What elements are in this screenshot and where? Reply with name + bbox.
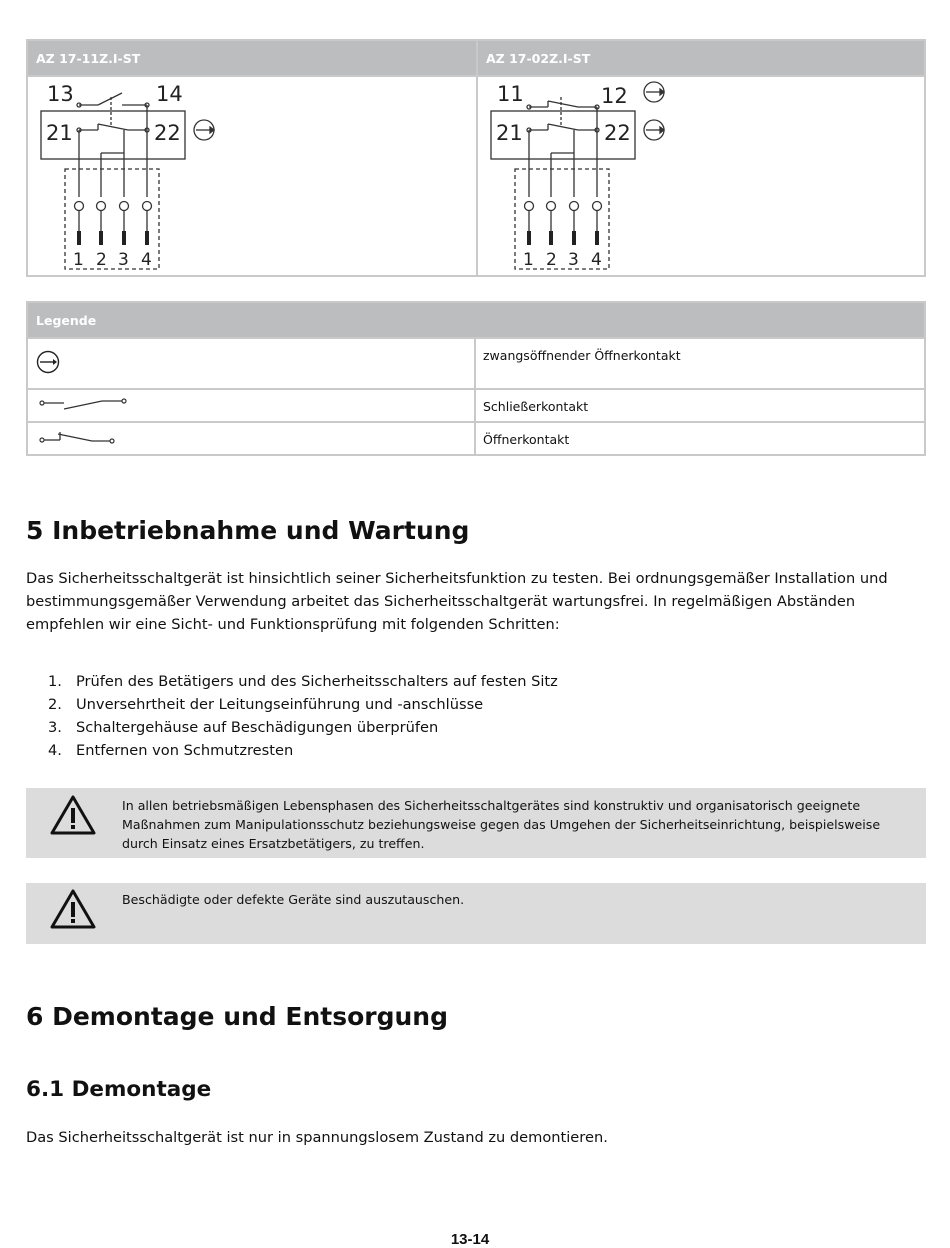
terminal-label: 14 (156, 82, 183, 106)
legend-symbol-cell (27, 422, 475, 455)
section-6-1-paragraph: Das Sicherheitsschaltgerät ist nur in spannungslosem Zustand zu demontieren. (26, 1129, 608, 1146)
wiring-diagram-az17-11z (36, 79, 236, 275)
legend-text-cell (475, 422, 925, 455)
terminal-label: 21 (46, 121, 73, 145)
pin-label: 1 (73, 250, 84, 270)
list-item: 4. Entfernen von Schmutzresten (48, 742, 294, 759)
diagram-cell-1 (27, 76, 477, 276)
wiring-diagram-table (26, 39, 926, 277)
legend-symbol-cell (27, 389, 475, 422)
normally-open-contact-icon (38, 394, 138, 414)
positive-opening-icon (35, 349, 65, 379)
legend-text: Öffnerkontakt (483, 432, 570, 447)
warning-icon (50, 888, 96, 930)
section-5-paragraph: Das Sicherheitsschaltgerät ist hinsichtlich seiner Sicherheitsfunktion zu testen. Bei ordnungsgemäßer Installation und bestimmungsgemäßer Verwendung arbeitet das Sicherheitsschaltgerät wartungsfrei. In regelmäßigen Abständen empfehlen wir eine Sicht- und Funktionsprüfung mit folgenden Schritten: (26, 570, 888, 633)
page-number: 13-14 (450, 1231, 490, 1248)
section-6-1-heading: 6.1 Demontage (26, 1077, 212, 1102)
terminal-label: 22 (154, 121, 181, 145)
legend-text: Schließerkontakt (483, 399, 589, 414)
pin-label: 2 (546, 250, 557, 270)
warning-box (26, 883, 926, 944)
pin-label: 4 (141, 250, 152, 270)
warning-box (26, 788, 926, 858)
pin-label: 3 (118, 250, 129, 270)
warning-icon (50, 794, 96, 836)
terminal-label: 13 (47, 82, 74, 106)
list-item: 1. Prüfen des Betätigers und des Sicherheitsschalters auf festen Sitz (48, 673, 558, 690)
list-item: 2. Unversehrtheit der Leitungseinführung und -anschlüsse (48, 696, 484, 713)
legend-symbol-cell (27, 338, 475, 389)
section-5-heading: 5 Inbetriebnahme und Wartung (26, 516, 470, 545)
legend-text-cell (475, 389, 925, 422)
wiring-diagram-az17-02z (486, 79, 686, 275)
terminal-label: 11 (497, 82, 524, 106)
col-header-az17-11z: AZ 17-11Z.I-ST (27, 40, 477, 76)
legend-text-cell (475, 338, 925, 389)
normally-closed-contact-icon (38, 427, 138, 449)
pin-label: 3 (568, 250, 579, 270)
legend-header: Legende (27, 302, 925, 338)
warning-text: Beschädigte oder defekte Geräte sind auszutauschen. (122, 892, 465, 907)
terminal-label: 21 (496, 121, 523, 145)
pin-label: 1 (523, 250, 534, 270)
col-header-az17-02z: AZ 17-02Z.I-ST (477, 40, 925, 76)
terminal-label: 22 (604, 121, 631, 145)
legend-text: zwangsöffnender Öffnerkontakt (483, 348, 681, 363)
list-item: 3. Schaltergehäuse auf Beschädigungen überprüfen (48, 719, 439, 736)
pin-label: 2 (96, 250, 107, 270)
maintenance-steps-list (48, 670, 558, 762)
pin-label: 4 (591, 250, 602, 270)
terminal-label: 12 (601, 84, 628, 108)
section-6-heading: 6 Demontage und Entsorgung (26, 1002, 448, 1031)
warning-text: In allen betriebsmäßigen Lebensphasen des Sicherheitsschaltgerätes sind konstruktiv und organisatorisch geeignete Maßnahmen zum Manipulationsschutz beziehungsweise gegen das Umgehen der Sicherheitseinrichtung, beispielsweise durch Einsatz eines Ersatzbetätigers, zu treffen. (122, 798, 881, 852)
diagram-cell-2 (477, 76, 925, 276)
legend-table (26, 301, 926, 456)
